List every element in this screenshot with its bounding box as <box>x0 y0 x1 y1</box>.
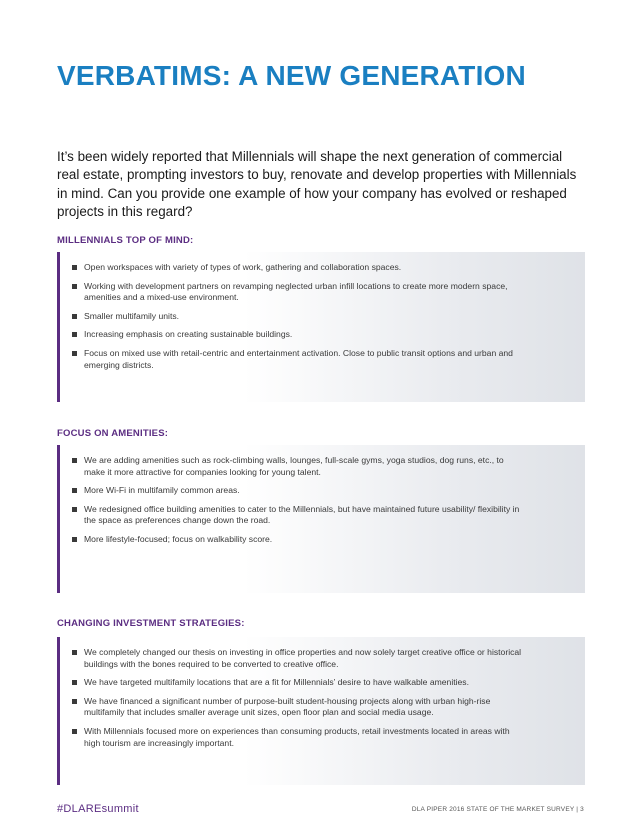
bullet-list <box>72 455 525 546</box>
list-item: We completely changed our thesis on investing in office properties and now solely target creative office or historical buildings with the bones required to be converted to creative office. <box>72 647 525 670</box>
list-item: Increasing emphasis on creating sustainable buildings. <box>72 329 525 341</box>
list-item: With Millennials focused more on experiences than consuming products, retail investments located in areas with high tourism are increasingly important. <box>72 726 525 749</box>
list-item: We are adding amenities such as rock-climbing walls, lounges, full-scale gyms, yoga studios, dog runs, etc., to make it more attractive for companies looking for young talent. <box>72 455 525 478</box>
square-bullet-icon <box>72 680 77 685</box>
square-bullet-icon <box>72 699 77 704</box>
square-bullet-icon <box>72 332 77 337</box>
square-bullet-icon <box>72 488 77 493</box>
page-title: VERBATIMS: A NEW GENERATION <box>57 60 526 91</box>
section-heading-millennials: MILLENNIALS TOP OF MIND: <box>57 235 194 246</box>
list-item: Open workspaces with variety of types of work, gathering and collaboration spaces. <box>72 262 525 274</box>
section-box-millennials <box>57 252 585 402</box>
square-bullet-icon <box>72 351 77 356</box>
section-box-amenities <box>57 445 585 593</box>
list-item: Working with development partners on revamping neglected urban infill locations to create more modern space, amenities and a mixed-use environment. <box>72 281 525 304</box>
section-heading-amenities: FOCUS ON AMENITIES: <box>57 428 169 439</box>
bullet-list <box>72 262 525 371</box>
list-item: We have targeted multifamily locations that are a fit for Millennials’ desire to have walkable amenities. <box>72 677 525 689</box>
list-item: We redesigned office building amenities to cater to the Millennials, but have maintained future usability/ flexibility in the space as preferences change down the road. <box>72 504 525 527</box>
square-bullet-icon <box>72 265 77 270</box>
square-bullet-icon <box>72 650 77 655</box>
footer-hashtag: #DLAREsummit <box>57 803 139 815</box>
square-bullet-icon <box>72 458 77 463</box>
square-bullet-icon <box>72 314 77 319</box>
list-item: More Wi-Fi in multifamily common areas. <box>72 485 525 497</box>
section-box-investment <box>57 637 585 785</box>
square-bullet-icon <box>72 729 77 734</box>
list-item: Smaller multifamily units. <box>72 311 525 323</box>
list-item: Focus on mixed use with retail-centric and entertainment activation. Close to public transit options and urban and emerging districts. <box>72 348 525 371</box>
square-bullet-icon <box>72 537 77 542</box>
list-item: More lifestyle-focused; focus on walkability score. <box>72 534 525 546</box>
bullet-list <box>72 647 525 749</box>
footer-page-info: DLA PIPER 2016 STATE OF THE MARKET SURVEY | 3 <box>411 806 584 813</box>
square-bullet-icon <box>72 507 77 512</box>
section-heading-investment: CHANGING INVESTMENT STRATEGIES: <box>57 618 245 629</box>
intro-question: It’s been widely reported that Millennials will shape the next generation of commercial real estate, prompting investors to buy, renovate and develop properties with Millennials in mind. Can you provide one example of how your company has evolved or reshaped projects in this regard? <box>57 149 577 220</box>
square-bullet-icon <box>72 284 77 289</box>
list-item: We have financed a significant number of purpose-built student-housing projects along with urban high-rise multifamily that includes smaller average unit sizes, open floor plan and social media usage. <box>72 696 525 719</box>
